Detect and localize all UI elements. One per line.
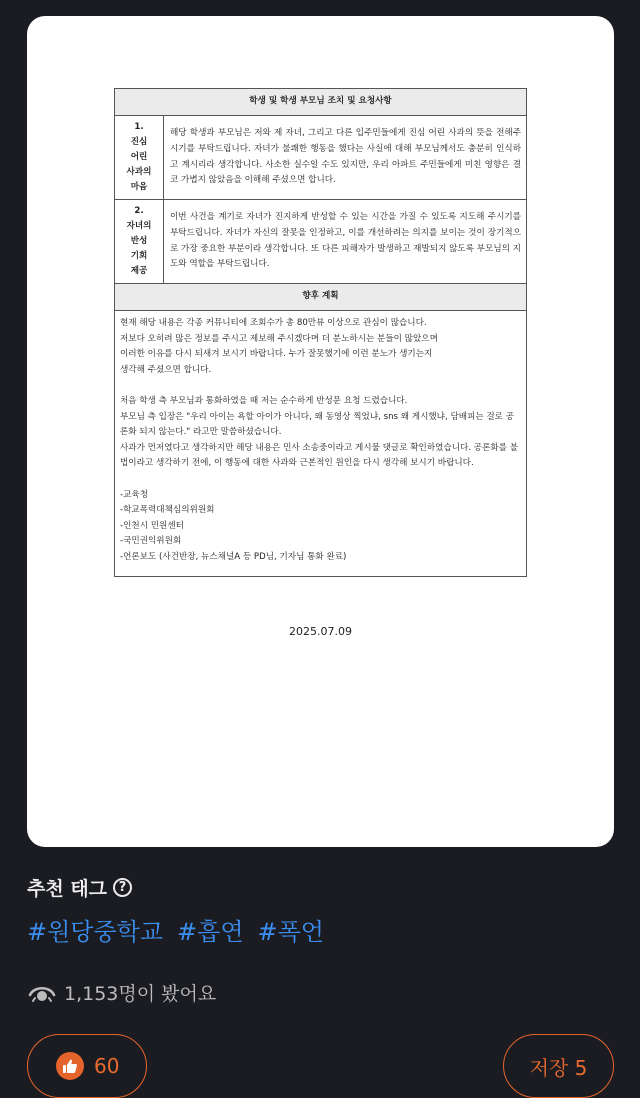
row-text: 이번 사건을 계기로 자녀가 진지하게 반성할 수 있는 시간을 가질 수 있도록 지도해 주시기를 부탁드립니다. 자녀가 자신의 잘못을 인정하고, 이를 개선하려는 의지를 보이는 것이 장기적으로 가장 중요한 부분이라 생각합니다. 또 다른 피해자가 발생하고 재발되지 않도록 부모님의 지도와 역할을 부탁드립니다. [164,200,527,284]
save-button[interactable]: 저장 5 [503,1034,614,1098]
tags-title-label: 추천 태그 [27,878,108,900]
table-row [115,200,527,284]
notice-table [114,88,527,577]
row-label: 1. 진심 어린 사과의 마음 [115,116,164,200]
row-label: 2. 자녀의 반성 기회 제공 [115,200,164,284]
question-circle-icon[interactable]: ? [113,878,132,897]
plan-text: 현재 해당 내용은 각종 커뮤니티에 조회수가 총 80만뷰 이상으로 관심이 많습니다. 저보다 오히려 많은 정보를 주시고 제보해 주시겠다며 더 분노하시는 분들이 많았으며 이러한 이유를 다시 되새겨 보시기 바랍니다. 누가 잘못했기에 이런 분노가 생기는지 생각해 주셨으면 합니다. 처음 학생 측 부모님과 통화하였을 때 저는 순수하게 반성문 요청 드렸습니다. 부모님 측 입장은 "우리 아이는 욕할 아이가 아니다, 왜 동영상 찍었냐, sns 왜 게시했냐, 담배피는 걸로 공론화 되지 않는다." 라고만 말씀하셨습니다. 사과가 먼저였다고 생각하지만 해당 내용은 민사 소송중이라고 게시물 댓글로 확인하였습니다. 공론화를 불법이라고 생각하기 전에, 이 행동에 대한 사과와 근본적인 원인을 다시 생각해 보시기 바랍니다. -교육청 -학교폭력대책심의위원회 -인천시 민원센터 -국민권익위원회 -언론보도 (사건반장, 뉴스채널A 등 PD님, 기자님 통화 완료) [115,311,527,577]
recommended-tags-header [27,874,132,901]
post-image-card [27,16,614,847]
like-count: 60 [94,1054,120,1078]
document-date: 2025.07.09 [289,625,352,638]
plan-title: 향후 계획 [115,284,527,311]
tag-list [27,912,324,947]
notice-document [114,88,527,577]
tag-link[interactable]: #원당중학교 [27,918,164,946]
eye-icon [28,983,56,1003]
tag-link[interactable]: #흡연 [177,918,244,946]
table-row [115,116,527,200]
tag-link[interactable]: #폭언 [257,918,324,946]
table-title: 학생 및 학생 부모님 조치 및 요청사항 [115,89,527,116]
view-count-text: 1,153명이 봤어요 [64,983,217,1005]
view-count [28,979,216,1006]
row-text: 해당 학생과 부모님은 저와 제 자녀, 그리고 다른 입주민들에게 진심 어린 사과의 뜻을 전해주시기를 부탁드립니다. 자녀가 불쾌한 행동을 했다는 사실에 대해 부모님께서도 충분히 인식하고 계시리라 생각합니다. 사소한 실수일 수도 있지만, 우리 아파트 주민들에게 미친 영향은 결코 가볍지 않았음을 이해해 주셨으면 합니다. [164,116,527,200]
like-button[interactable] [27,1034,147,1098]
thumbs-up-icon [56,1052,84,1080]
